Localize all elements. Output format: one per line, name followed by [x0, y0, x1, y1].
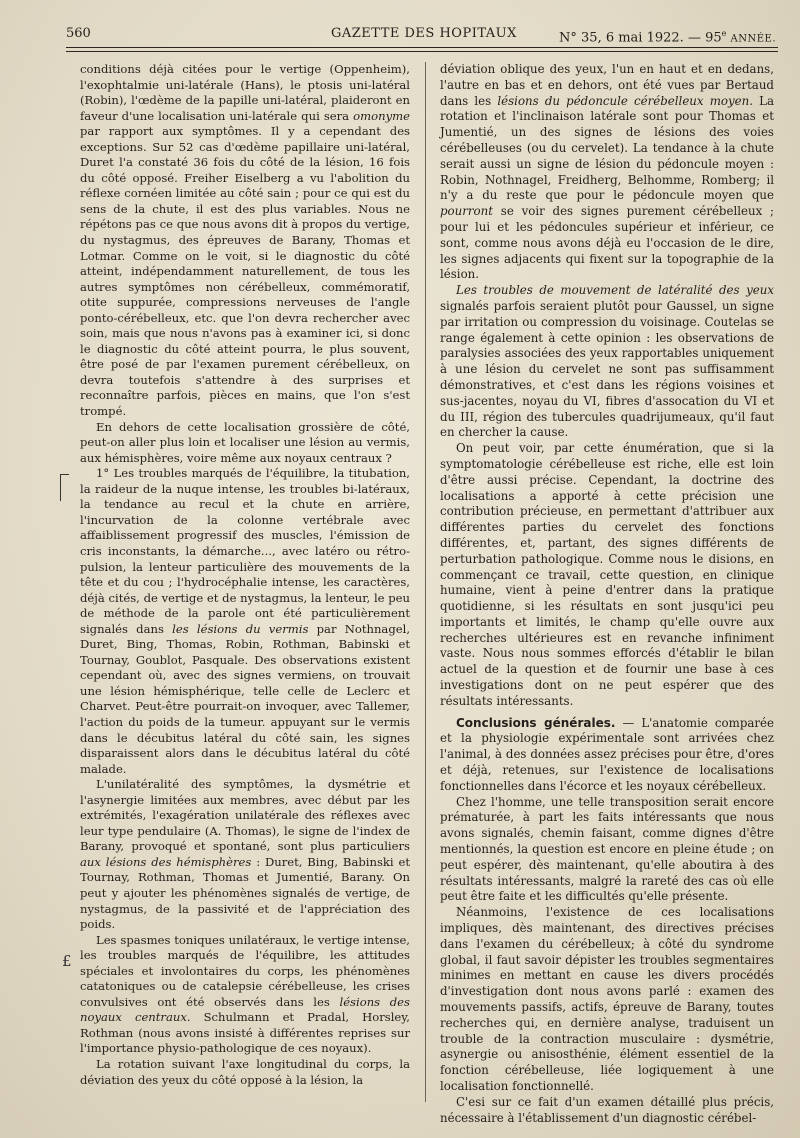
paragraph: déviation oblique des yeux, l'un en haut et en dedans, l'autre en bas et en dehors, ont été vues par Bertaud dans les lésions du pédoncule cérébelleux moyen. La rotation et l'inclinaison latérale sont pour Thomas et Jumentié, un des signes de lésions des voies cérébelleuses (ou du cervelet). La tendance à la chute serait aussi un signe de lésion du pédoncule moyen : Robin, Nothnagel, Freidherg, Belhomme, Romberg; il n'y a du reste que pour le pédoncule moyen que pourront se voir des signes purement cérébelleux ; pour lui et les pédoncules supérieur et inférieur, ce sont, comme nous avons déjà eu l'occasion de le dire, les signes adjacents qui fixent sur la topographie de la lésion. [440, 62, 775, 282]
paragraph: Les troubles de mouvement de latéralité des yeux signalés parfois seraient plutôt pour Gaussel, un signe par irritation ou compression du voisinage. Coutelas se range également à cette opinion : les observations de paralysies associées des yeux rapportables uniquement à une lésion du cervelet ne sont pas suffisamment démonstratives, et c'est dans les régions voisines et sus-jacentes, noyau du VI, fibres d'assocation du VI et du III, région des tubercules quadrijumeaux, qu'il faut en chercher la cause. [440, 283, 774, 440]
page-number: 560 [66, 26, 91, 41]
margin-bracket-mark [60, 474, 69, 501]
issue-ordinal-suffix: e [721, 29, 727, 38]
column-divider [425, 62, 426, 1102]
section-heading: Conclusions générales. [456, 715, 616, 730]
paragraph: conditions déjà citées pour le vertige (Oppenheim), l'exophtalmie uni-latérale (Hans), le ptosis uni-latéral (Robin), l'œdème de la papille uni-latéral, plaideront en faveur d'une localisation uni-latérale qui sera omonyme par rapport aux symptômes. Il y a cependant des exceptions. Sur 52 cas d'œdème papillaire uni-latéral, Duret l'a constaté 36 fois du côté de la lésion, 16 fois du côté opposé. Freiher Eiselberg a vu l'abolition du réflexe cornéen limitée au côté sain ; pour ce qui est du sens de la chute, il est des plus variables. Nous ne répétons pas ce que nous avons dit à propos du vertige, du nystagmus, des épreuves de Barany, Thomas et Lotmar. Comme on le voit, si le diagnostic du côté atteint, indépendamment naturellement, de tous les autres symptômes non cérébelleux, commémoratif, otite suppurée, compressions nerveuses de l'angle ponto-cérébelleux, etc. que l'on devra rechercher avec soin, mais que nous n'avons pas à examiner ici, si donc le diagnostic du côté atteint pourra, le plus souvent, être posé de par l'examen purement cérébelleux, on devra toutefois s'attendre à des surprises et reconnaître parfois, pièces en mains, que l'on s'est trompé. [80, 62, 410, 419]
paragraph: L'unilatéralité des symptômes, la dysmétrie et l'asynergie limitées aux membres, avec début par les extrémités, l'exagération unilatérale des réflexes avec leur type pendulaire (A. Thomas), le signe de l'index de Barany, provoqué et spontané, sont plus particuliers aux lésions des hémisphères : Duret, Bing, Babinski et Tournay, Rothman, Thomas et Jumentié, Barany. On peut y ajouter les phénomènes signalés de vertige, de nystagmus, de la passivité et de l'appréciation des poids. [80, 777, 410, 932]
header-rule-thick [66, 47, 778, 48]
paragraph: Chez l'homme, une telle transposition serait encore prématurée, à part les faits intéressants que nous avons signalés, chemin faisant, comme dignes d'être mentionnés, la question est encore en pleine étude ; on peut espérer, dès maintenant, qu'elle aboutira à des résultats intéressants, malgré la rareté des cas où elle peut être faite et les difficultés qu'elle présente. [440, 794, 774, 904]
publication-title: GAZETTE DES HOPITAUX [331, 26, 517, 41]
left-column [80, 62, 410, 1088]
margin-pencil-mark: £ [62, 952, 72, 970]
issue-year-label: ANNÉE. [730, 33, 776, 45]
issue-date: N° 35, 6 mai 1922. — 95 [559, 30, 722, 46]
paragraph: La rotation suivant l'axe longitudinal du corps, la déviation des yeux du côté opposé à la lésion, la [80, 1057, 410, 1087]
right-column [440, 62, 774, 1126]
paragraph: En dehors de cette localisation grossière de côté, peut-on aller plus loin et localiser une lésion au vermis, aux hémisphères, voire même aux noyaux centraux ? [80, 419, 410, 465]
paragraph: Les spasmes toniques unilatéraux, le vertige intense, les troubles marqués de l'équilibre, les attitudes spéciales et involontaires du corps, les phénomènes catatoniques ou de catalepsie cérébelleuse, les crises convulsives ont été observés dans les lésions des noyaux centraux. Schulmann et Pradal, Horsley, Rothman (nous avons insisté à différentes reprises sur l'importance physio-pathologique de ces noyaux). [80, 932, 410, 1056]
paragraph: Conclusions générales. — L'anatomie comparée et la physiologie expérimentale sont arrivées chez l'animal, à des données assez précises pour être, d'ores et déjà, retenues, sur l'existence de localisations fonctionnelles dans l'écorce et les noyaux cérébelleux. [440, 715, 775, 793]
paragraph: 1° Les troubles marqués de l'équilibre, la titubation, la raideur de la nuque intense, les troubles bi-latéraux, la tendance au recul et la chute en arrière, l'incurvation de la colonne vertébrale avec affaiblissement progressif des muscles, l'émission de cris inconstants, la démarche..., avec latéro ou rétro-pulsion, la lenteur particulière des mouvements de la tête et du cou ; l'hydrocéphalie intense, les caractères, déjà cités, de vertige et de nystagmus, la lenteur, le peu de méthode de la parole ont été particulièrement signalés dans les lésions du vermis par Nothnagel, Duret, Bing, Thomas, Robin, Rothman, Babinski et Tournay, Goublot, Pasquale. Des observations existent cependant où, avec des signes vermiens, on trouvait une lésion hémisphérique, telle celle de Leclerc et Charvet. Peut-être pourrait-on invoquer, avec Tallemer, l'action du poids de la tumeur. appuyant sur le vermis dans le décubitus latéral du côté sain, les signes disparaissent alors dans le décubitus latéral du côté malade. [80, 466, 411, 776]
paragraph: On peut voir, par cette énumération, que si la symptomatologie cérébelleuse est riche, elle est loin d'être aussi précise. Cependant, la doctrine des localisations a apporté à cette précision une contribution précieuse, en permettant d'attribuer aux différentes parties du cervelet des fonctions différentes, et, partant, des signes différents de perturbation pathologique. Comme nous le disions, en commençant ce travail, cette question, en clinique humaine, vient à peine d'entrer dans la pratique quotidienne, si les résultats en sont jusqu'ici peu importants et limités, le champ qu'elle ouvre aux recherches ultérieures est en revanche infiniment vaste. Nous nous sommes efforcés d'établir le bilan actuel de la question et de fournir une base à ces investigations dont on ne peut espérer que des résultats intéressants. [440, 441, 774, 708]
paragraph: C'esi sur ce fait d'un examen détaillé plus précis, nécessaire à l'établissement d'un diagnostic cérébel- [440, 1094, 774, 1125]
issue-info [559, 24, 776, 49]
header-rule-thin [66, 51, 778, 52]
paragraph: Néanmoins, l'existence de ces localisations impliques, dès maintenant, des directives précises dans l'examen du cérébelleux; à côté du syndrome global, il faut savoir dépister les troubles segmentaires minimes en mettant en cause les divers procédés d'investigation dont nous avons parlé : examen des mouvements passifs, actifs, épreuve de Barany, toutes recherches qui, en dernière analyse, traduisent un trouble de la contraction musculaire : dysmétrie, asynergie ou anisosthénie, élément essentiel de la fonction cérébelleuse, liée logiquement à une localisation fonctionnellé. [440, 905, 774, 1093]
page-header [66, 24, 784, 44]
